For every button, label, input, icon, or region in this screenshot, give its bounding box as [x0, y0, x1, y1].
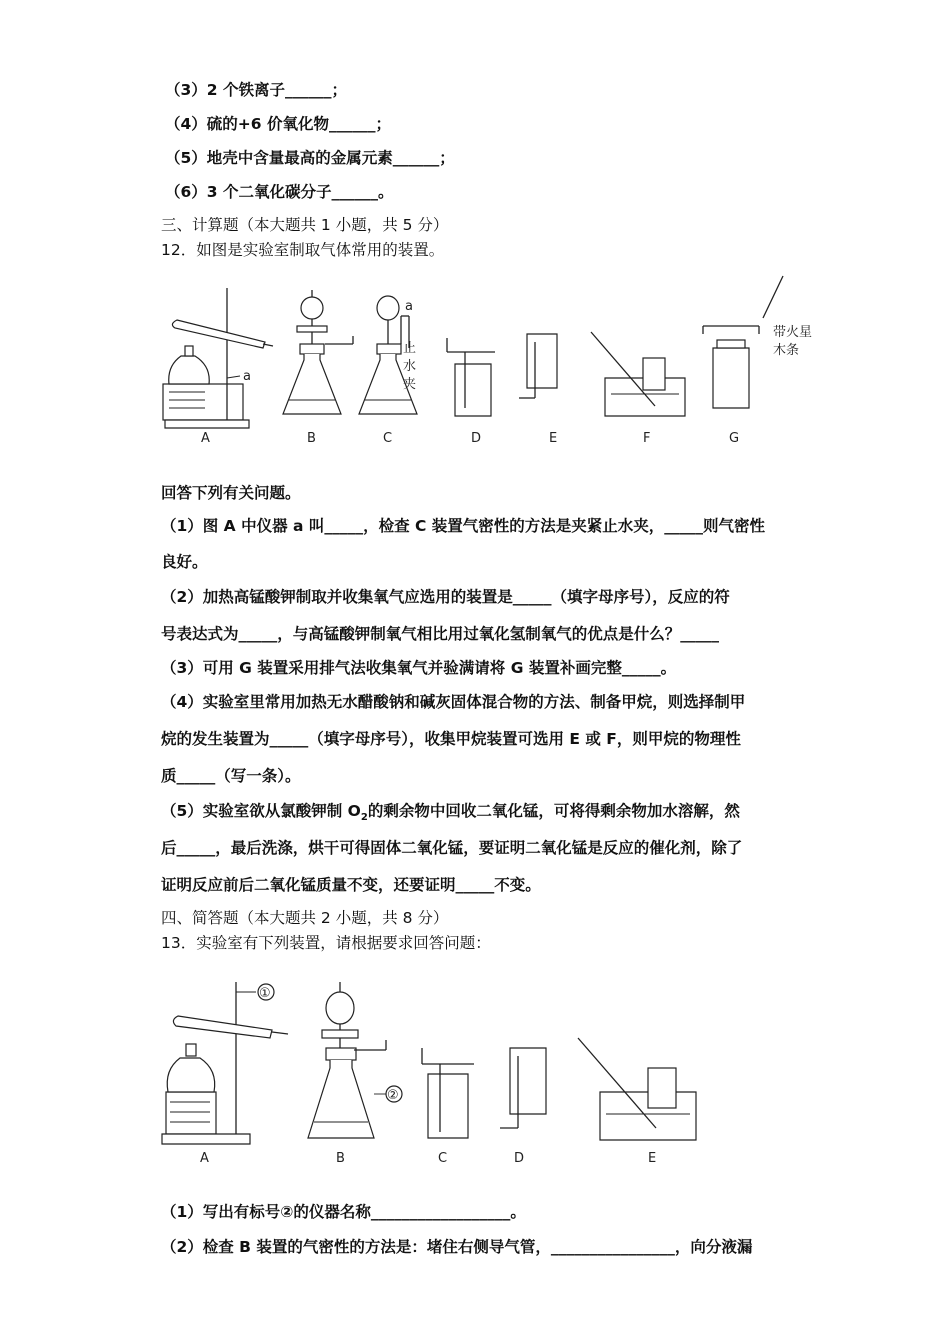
- q12-part5-line3: 证明反应前后二氧化锰质量不变，还要证明_____不变。: [161, 876, 541, 894]
- q13-apparatus-d: [500, 1048, 546, 1166]
- q11-item-6: （6）3 个二氧化碳分子______。: [165, 183, 394, 201]
- q13-mark-1: ①: [259, 986, 271, 1001]
- q11-item-5: （5）地壳中含量最高的金属元素______；: [165, 149, 455, 167]
- q13-apparatus-figure: [160, 968, 720, 1168]
- q12-part1-line2: 良好。: [161, 553, 208, 571]
- q13-fig-label-b: B: [336, 1151, 345, 1166]
- q12-fig-a-annotation: a: [243, 369, 251, 384]
- q13-part1: （1）写出有标号②的仪器名称__________________。: [161, 1203, 526, 1221]
- q11-item-4: （4）硫的+6 价氧化物______；: [165, 115, 391, 133]
- q13-apparatus-b: [308, 982, 402, 1166]
- q12-part4-line3: 质_____（写一条）。: [161, 767, 301, 785]
- q12-fig-label-a: A: [201, 431, 210, 446]
- q13-apparatus-e: [578, 1038, 696, 1166]
- q12-apparatus-g: [703, 276, 812, 446]
- q12-intro: 回答下列有关问题。: [161, 484, 301, 502]
- q12-part2-line2: 号表达式为_____，与高锰酸钾制氧气相比用过氧化氢制氧气的优点是什么？_____: [161, 625, 720, 643]
- q13-fig-label-e: E: [648, 1151, 657, 1166]
- q12-apparatus-figure: [155, 268, 855, 448]
- q12-fig-label-b: B: [307, 431, 316, 446]
- q12-apparatus-f: [591, 332, 685, 446]
- q13-fig-label-d: D: [514, 1151, 525, 1166]
- section-3-heading: 三、计算题（本大题共 1 小题，共 5 分）: [161, 216, 449, 234]
- q13-apparatus-c: [422, 1048, 474, 1166]
- q12-apparatus-b: [283, 290, 353, 446]
- q13-apparatus-a: [162, 982, 288, 1166]
- q12-part5-line2: 后_____，最后洗涤，烘干可得固体二氧化锰，要证明二氧化锰是反应的催化剂，除了: [161, 839, 743, 857]
- q13-fig-label-c: C: [438, 1151, 448, 1166]
- q12-fig-label-d: D: [471, 431, 482, 446]
- q13-part2: （2）检查 B 装置的气密性的方法是：堵住右侧导气管，________________，向分液漏: [161, 1238, 753, 1256]
- q12-part5-line1: （5）实验室欲从氯酸钾制 $O_2$的剩余物中回收二氧化锰，可将得剩余物加水溶解，然: [161, 802, 740, 824]
- q12-part3: （3）可用 G 装置采用排气法收集氧气并验满请将 G 装置补画完整_____。: [161, 659, 677, 677]
- q12-part4-line1: （4）实验室里常用加热无水醋酸钠和碱灰固体混合物的方法、制备甲烷，则选择制甲: [161, 693, 746, 711]
- q12-part4-line2: 烷的发生装置为_____（填字母序号），收集甲烷装置可选用 E 或 F，则甲烷的物理性: [161, 730, 741, 748]
- q12-apparatus-a: [163, 288, 273, 446]
- q13-fig-label-a: A: [200, 1151, 209, 1166]
- q12-fig-c-annotation-a: a: [405, 299, 413, 314]
- q12-apparatus-d: [447, 338, 495, 446]
- q12-apparatus-c: [359, 296, 417, 446]
- q12-fig-label-g: G: [729, 431, 740, 446]
- q12-fig-c-clamp-label: 止水夹: [403, 341, 417, 392]
- q13-mark-2: ②: [387, 1088, 399, 1103]
- q12-fig-label-c: C: [383, 431, 393, 446]
- q12-part1-line1: （1）图 A 中仪器 a 叫_____，检查 C 装置气密性的方法是夹紧止水夹，_____则气密性: [161, 517, 765, 535]
- q12-fig-label-f: F: [643, 431, 651, 446]
- q13-stem: 13．实验室有下列装置，请根据要求回答问题：: [161, 934, 491, 952]
- q11-item-3: （3）2 个铁离子______；: [165, 81, 347, 99]
- q12-fig-g-splint-label: 带火星木条: [773, 325, 813, 358]
- q12-stem: 12．如图是实验室制取气体常用的装置。: [161, 241, 445, 259]
- q12-part2-line1: （2）加热高锰酸钾制取并收集氧气应选用的装置是_____（填字母序号），反应的符: [161, 588, 730, 606]
- q12-apparatus-e: [519, 334, 557, 446]
- section-4-heading: 四、简答题（本大题共 2 小题，共 8 分）: [161, 909, 449, 927]
- q12-fig-label-e: E: [549, 431, 558, 446]
